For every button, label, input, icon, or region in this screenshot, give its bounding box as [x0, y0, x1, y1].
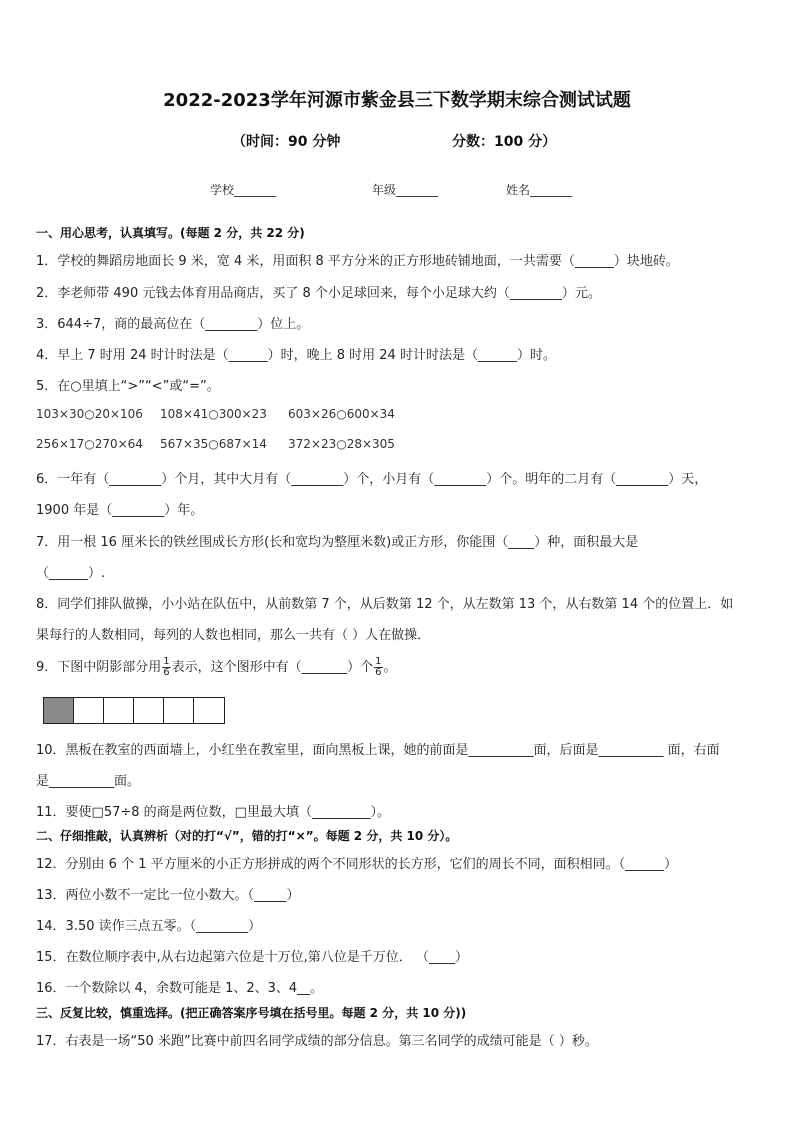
question-2: 2．李老师带 490 元钱去体育用品商店，买了 8 个小足球回来，每个小足球大约（________）元。: [36, 286, 601, 301]
grid-cell: [164, 698, 194, 723]
fraction-numerator: 1: [375, 656, 382, 667]
question-15: 15．在数位顺序表中,从右边起第六位是十万位,第八位是千万位． （____）: [36, 950, 468, 965]
section-3-heading: 三、反复比较，慎重选择。(把正确答案序号填在括号里。每题 2 分，共 10 分)): [36, 1006, 467, 1020]
question-1: 1．学校的舞蹈房地面长 9 米，宽 4 米，用面积 8 平方分米的正方形地砖铺地面，一共需要（______）块地砖。: [36, 254, 679, 269]
question-7-line-1: 7．用一根 16 厘米长的铁丝围成长方形(长和宽均为整厘米数)或正方形，你能围（____）种，面积最大是: [36, 535, 639, 550]
compare-item: 567×35○687×14: [160, 437, 267, 451]
score-label: 分数：100 分）: [452, 134, 557, 150]
shaded-grid: [43, 697, 225, 724]
school-field: 学校_______: [210, 183, 277, 197]
fraction-denominator: 6: [163, 667, 170, 678]
question-11: 11．要使□57÷8 的商是两位数，□里最大填（_________）。: [36, 805, 390, 820]
page-title: 2022-2023学年河源市紫金县三下数学期末综合测试试题: [163, 90, 631, 111]
question-8-line-1: 8．同学们排队做操，小小站在队伍中，从前数第 7 个，从后数第 12 个，从左数第 13 个，从右数第 14 个的位置上．如: [36, 597, 734, 612]
grid-cell-shaded: [44, 698, 74, 723]
question-3: 3．644÷7，商的最高位在（________）位上。: [36, 317, 310, 332]
question-10-line-1: 10．黑板在教室的西面墙上，小红坐在教室里，面向黑板上课，她的前面是__________面，后面是__________ 面，右面: [36, 743, 720, 758]
grid-cell: [74, 698, 104, 723]
question-17: 17．右表是一场“50 米跑”比赛中前四名同学成绩的部分信息。第三名同学的成绩可能是（ ）秒。: [36, 1034, 598, 1049]
name-field: 姓名_______: [506, 183, 573, 197]
question-12: 12．分别由 6 个 1 平方厘米的小正方形拼成的两个不同形状的长方形，它们的周长不同，面积相同。（______）: [36, 857, 678, 872]
grid-cell: [104, 698, 134, 723]
question-9-text-c: 。: [383, 660, 397, 675]
question-4: 4．早上 7 时用 24 时计时法是（______）时，晚上 8 时用 24 时计时法是（______）时。: [36, 348, 556, 363]
compare-item: 372×23○28×305: [288, 437, 395, 451]
question-10-line-2: 是__________面。: [36, 774, 141, 789]
grid-cell: [194, 698, 224, 723]
question-9-text-b: 表示，这个图形中有（_______）个: [171, 660, 374, 675]
question-14: 14．3.50 读作三点五零。（________）: [36, 919, 262, 934]
question-6-line-1: 6．一年有（________）个月，其中大月有（________）个，小月有（________）个。明年的二月有（________）天，: [36, 472, 708, 487]
section-2-heading: 二、仔细推敲，认真辨析（对的打“√”，错的打“×”。每题 2 分，共 10 分）。: [36, 829, 458, 843]
question-8-line-2: 果每行的人数相同，每列的人数也相同，那么一共有（ ）人在做操．: [36, 628, 431, 643]
grade-field: 年级_______: [372, 183, 439, 197]
grid-cell: [134, 698, 164, 723]
fraction-denominator: 6: [375, 667, 382, 678]
compare-item: 603×26○600×34: [288, 407, 395, 421]
question-7-line-2: （______）.: [36, 566, 106, 581]
question-5: 5．在○里填上“>”“<”或“=”。: [36, 379, 220, 394]
time-label: （时间：90 分钟: [232, 134, 341, 150]
fraction-one-sixth: [162, 657, 170, 678]
fraction-numerator: 1: [163, 656, 170, 667]
fraction-one-sixth: [374, 657, 382, 678]
question-9-text-a: 9．下图中阴影部分用: [36, 660, 162, 675]
question-9: [36, 656, 397, 678]
question-16: 16．一个数除以 4，余数可能是 1、2、3、4__。: [36, 981, 324, 996]
compare-item: 256×17○270×64: [36, 437, 143, 451]
question-13: 13．两位小数不一定比一位小数大。（_____）: [36, 888, 300, 903]
question-6-line-2: 1900 年是（________）年。: [36, 503, 204, 518]
compare-item: 103×30○20×106: [36, 407, 143, 421]
compare-item: 108×41○300×23: [160, 407, 267, 421]
section-1-heading: 一、用心思考，认真填写。(每题 2 分，共 22 分): [36, 226, 305, 240]
